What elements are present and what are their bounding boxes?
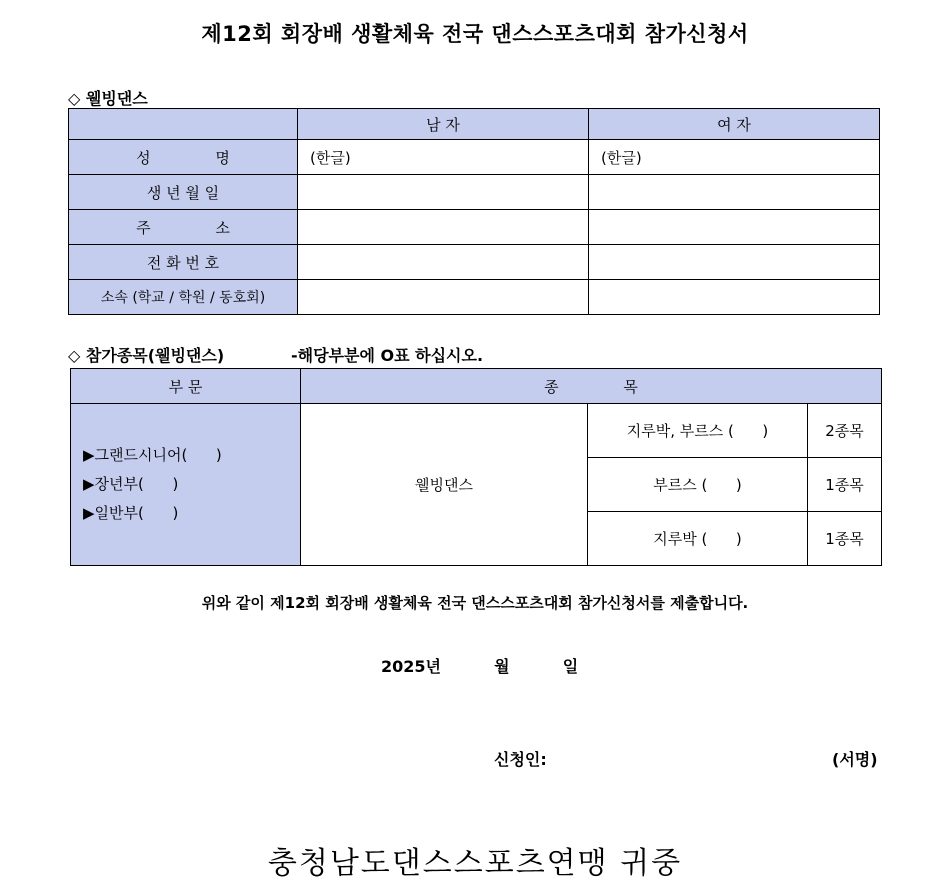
applicant-table	[68, 108, 880, 315]
date-year: 2025년	[381, 657, 441, 676]
row-label-address: 주 소	[69, 210, 298, 245]
event-table	[70, 368, 882, 566]
male-affiliation-field[interactable]	[298, 280, 589, 315]
division-middle-age[interactable]: ▶장년부( )	[83, 475, 179, 493]
male-birthdate-field[interactable]	[298, 175, 589, 210]
date-month[interactable]: 월	[494, 657, 510, 676]
option-count: 2종목	[808, 404, 882, 458]
option-blues[interactable]: 부르스 ( )	[588, 458, 808, 512]
row-label-name: 성 명	[69, 140, 298, 175]
header-male: 남 자	[298, 109, 589, 140]
male-name-field[interactable]: (한글)	[298, 140, 589, 175]
addressee-footer: 충청남도댄스스포츠연맹 귀중	[267, 846, 683, 881]
option-count: 1종목	[808, 458, 882, 512]
row-label-birthdate: 생 년 월 일	[69, 175, 298, 210]
date-day[interactable]: 일	[562, 657, 579, 676]
row-label-affiliation: 소속 (학교 / 학원 / 동호회)	[69, 280, 298, 315]
section-heading-wellbeing: ◇ 웰빙댄스	[68, 89, 148, 108]
option-count: 1종목	[808, 512, 882, 566]
header-female: 여 자	[589, 109, 880, 140]
female-name-field[interactable]: (한글)	[589, 140, 880, 175]
date-line	[381, 654, 578, 677]
event-name: 웰빙댄스	[301, 404, 588, 566]
division-list-cell	[71, 404, 301, 566]
applicant-label: 신청인:	[494, 750, 547, 769]
header-division: 부 문	[71, 369, 301, 404]
male-phone-field[interactable]	[298, 245, 589, 280]
header-event: 종 목	[301, 369, 882, 404]
male-address-field[interactable]	[298, 210, 589, 245]
female-affiliation-field[interactable]	[589, 280, 880, 315]
option-jitterbug-blues[interactable]: 지루박, 부르스 ( )	[588, 404, 808, 458]
submit-statement: 위와 같이 제12회 회장배 생활체육 전국 댄스스포츠대회 참가신청서를 제출합니다.	[201, 594, 749, 612]
section-heading-events: ◇ 참가종목(웰빙댄스)	[68, 346, 225, 365]
signature-field[interactable]: (서명)	[832, 750, 878, 769]
female-address-field[interactable]	[589, 210, 880, 245]
section-note: -해당부분에 O표 하십시오.	[291, 346, 484, 365]
header-blank-cell	[69, 109, 298, 140]
division-grand-senior[interactable]: ▶그랜드시니어( )	[83, 446, 222, 464]
division-general[interactable]: ▶일반부( )	[83, 504, 179, 522]
option-jitterbug[interactable]: 지루박 ( )	[588, 512, 808, 566]
female-birthdate-field[interactable]	[589, 175, 880, 210]
female-phone-field[interactable]	[589, 245, 880, 280]
form-title: 제12회 회장배 생활체육 전국 댄스스포츠대회 참가신청서	[201, 22, 749, 46]
row-label-phone: 전 화 번 호	[69, 245, 298, 280]
